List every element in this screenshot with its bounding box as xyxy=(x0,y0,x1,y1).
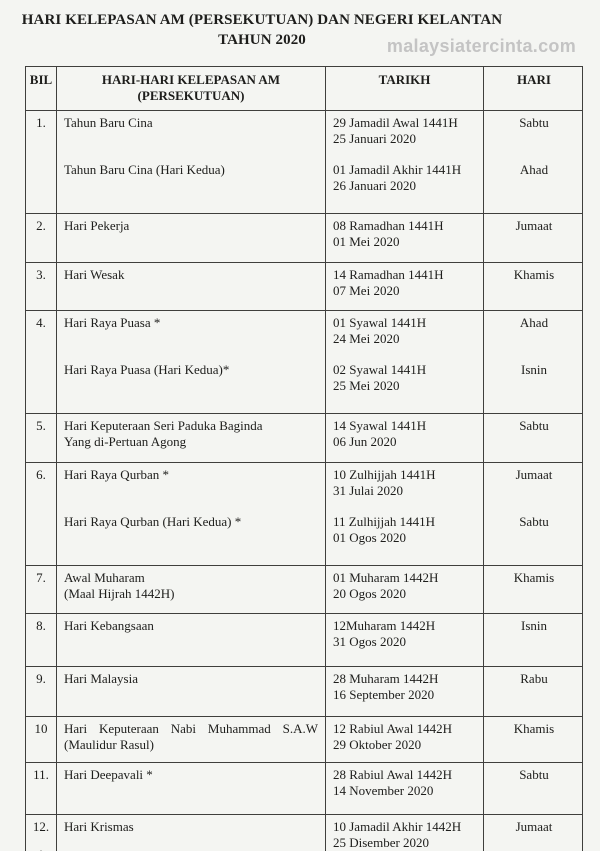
date-gregorian: 01 Ogos 2020 xyxy=(333,530,406,545)
holiday-name: Tahun Baru Cina xyxy=(64,115,153,130)
day-name: Sabtu xyxy=(519,514,549,529)
date-cell xyxy=(326,667,484,716)
date-gregorian: 31 Julai 2020 xyxy=(333,483,404,498)
date-cell xyxy=(326,614,484,666)
table-row xyxy=(26,566,582,614)
day-name: Sabtu xyxy=(519,418,549,433)
bil-cell: 4. xyxy=(26,311,57,413)
holiday-name-cell xyxy=(57,263,326,310)
date-cell xyxy=(326,566,484,613)
holiday-name: Hari Raya Puasa * xyxy=(64,315,161,330)
date-hijri: 01 Muharam 1442H xyxy=(333,570,439,585)
date-gregorian: 24 Mei 2020 xyxy=(333,331,400,346)
holiday-name: Hari Pekerja xyxy=(64,218,130,233)
table-row xyxy=(26,311,582,414)
date-gregorian: 25 Januari 2020 xyxy=(333,131,417,146)
date-gregorian: 06 Jun 2020 xyxy=(333,434,397,449)
holiday-name: Hari Raya Qurban (Hari Kedua) * xyxy=(64,514,242,529)
date-hijri: 10 Zulhijjah 1441H xyxy=(333,467,436,482)
date-cell xyxy=(326,463,484,565)
date-hijri: 28 Rabiul Awal 1442H xyxy=(333,767,453,782)
holiday-name-cell xyxy=(57,566,326,613)
day-cell xyxy=(484,111,584,213)
holiday-name-cell xyxy=(57,763,326,814)
table-header-row xyxy=(26,67,582,111)
date-gregorian: 07 Mei 2020 xyxy=(333,283,400,298)
day-name: Jumaat xyxy=(515,819,553,834)
bil-cell: 3. xyxy=(26,263,57,310)
day-name: Khamis xyxy=(513,721,555,736)
holiday-name: Hari Deepavali * xyxy=(64,767,153,782)
bil-cell: 2. xyxy=(26,214,57,262)
day-name: Jumaat xyxy=(515,467,553,482)
date-gregorian: 29 Oktober 2020 xyxy=(333,737,422,752)
day-cell xyxy=(484,815,584,851)
day-name: Ahad xyxy=(519,162,549,177)
table-row xyxy=(26,463,582,566)
holiday-name-cell xyxy=(57,815,326,851)
table-row xyxy=(26,667,582,717)
day-name: Sabtu xyxy=(519,115,549,130)
day-name: Isnin xyxy=(521,362,547,377)
date-gregorian: 25 Disember 2020 xyxy=(333,835,430,850)
bil-cell: 7. xyxy=(26,566,57,613)
day-cell xyxy=(484,717,584,762)
date-hijri: 08 Ramadhan 1441H xyxy=(333,218,444,233)
holiday-name-cell xyxy=(57,414,326,462)
day-cell xyxy=(484,566,584,613)
day-name: Sabtu xyxy=(519,767,549,782)
holiday-name: Hari Wesak xyxy=(64,267,125,282)
holiday-name-cell xyxy=(57,717,326,762)
table-row xyxy=(26,111,582,214)
date-hijri: 28 Muharam 1442H xyxy=(333,671,439,686)
bil-cell: 10 xyxy=(26,717,57,762)
stray-dot: . xyxy=(39,840,43,851)
header-holiday-line1: HARI-HARI KELEPASAN AM xyxy=(101,72,281,87)
day-cell xyxy=(484,463,584,565)
date-hijri: 12Muharam 1442H xyxy=(333,618,436,633)
table-row xyxy=(26,717,582,763)
date-hijri: 01 Syawal 1441H xyxy=(333,315,427,330)
day-cell xyxy=(484,763,584,814)
date-gregorian: 16 September 2020 xyxy=(333,687,435,702)
date-cell xyxy=(326,717,484,762)
holiday-name-line2: (Maal Hijrah 1442H) xyxy=(64,586,175,601)
holiday-name: Awal Muharam xyxy=(64,570,145,585)
holiday-name: Hari Kebangsaan xyxy=(64,618,154,633)
day-name: Ahad xyxy=(519,315,549,330)
day-name: Rabu xyxy=(520,671,548,686)
day-cell xyxy=(484,414,584,462)
date-gregorian: 25 Mei 2020 xyxy=(333,378,400,393)
day-name: Isnin xyxy=(521,618,547,633)
holiday-name: Hari Raya Puasa (Hari Kedua)* xyxy=(64,362,230,377)
holiday-name: Hari Keputeraan Nabi Muhammad S.A.W (Maulidur Rasul) xyxy=(64,721,318,752)
bil-cell: 9. xyxy=(26,667,57,716)
date-cell xyxy=(326,815,484,851)
table-row xyxy=(26,614,582,667)
day-cell xyxy=(484,311,584,413)
date-hijri: 10 Jamadil Akhir 1442H xyxy=(333,819,462,834)
holiday-name: Hari Raya Qurban * xyxy=(64,467,170,482)
date-gregorian: 31 Ogos 2020 xyxy=(333,634,406,649)
date-cell xyxy=(326,111,484,213)
date-cell xyxy=(326,414,484,462)
date-hijri: 14 Syawal 1441H xyxy=(333,418,427,433)
header-holiday-line2: (PERSEKUTUAN) xyxy=(137,88,245,103)
table-row xyxy=(26,214,582,263)
page-title-line2: TAHUN 2020 xyxy=(218,32,306,48)
holiday-name: Tahun Baru Cina (Hari Kedua) xyxy=(64,162,225,177)
date-hijri: 11 Zulhijjah 1441H xyxy=(333,514,436,529)
day-name: Jumaat xyxy=(515,218,553,233)
day-name: Khamis xyxy=(513,267,555,282)
holiday-name-cell xyxy=(57,614,326,666)
table-row xyxy=(26,815,582,851)
table-row xyxy=(26,763,582,815)
header-holiday xyxy=(57,67,326,110)
date-cell xyxy=(326,263,484,310)
date-gregorian: 26 Januari 2020 xyxy=(333,178,417,193)
header-day: HARI xyxy=(517,72,551,87)
date-hijri: 01 Jamadil Akhir 1441H xyxy=(333,162,462,177)
holiday-name: Hari Krismas xyxy=(64,819,134,834)
bil-cell: 5. xyxy=(26,414,57,462)
table-row xyxy=(26,414,582,463)
table-row xyxy=(26,263,582,311)
date-gregorian: 20 Ogos 2020 xyxy=(333,586,406,601)
bil-cell: 11. xyxy=(26,763,57,814)
date-gregorian: 01 Mei 2020 xyxy=(333,234,400,249)
holiday-name: Hari Keputeraan Seri Paduka Baginda xyxy=(64,418,263,433)
day-cell xyxy=(484,614,584,666)
day-cell xyxy=(484,263,584,310)
watermark: malaysiatercinta.com xyxy=(386,36,576,56)
holiday-name-cell xyxy=(57,311,326,413)
holiday-name-line2: Yang di-Pertuan Agong xyxy=(64,434,187,449)
date-hijri: 12 Rabiul Awal 1442H xyxy=(333,721,453,736)
header-date: TARIKH xyxy=(326,67,484,110)
day-name: Khamis xyxy=(513,570,555,585)
holiday-name-cell xyxy=(57,463,326,565)
page-title-line1: HARI KELEPASAN AM (PERSEKUTUAN) DAN NEGERI KELANTAN xyxy=(21,12,503,28)
date-hijri: 14 Ramadhan 1441H xyxy=(333,267,444,282)
date-hijri: 02 Syawal 1441H xyxy=(333,362,427,377)
header-bil: BIL xyxy=(26,67,57,110)
date-cell xyxy=(326,311,484,413)
date-cell xyxy=(326,763,484,814)
holiday-name: Hari Malaysia xyxy=(64,671,139,686)
bil-cell: 1. xyxy=(26,111,57,213)
bil-cell: 6. xyxy=(26,463,57,565)
date-cell xyxy=(326,214,484,262)
bil-number: 12. xyxy=(32,819,50,834)
bil-cell: 8. xyxy=(26,614,57,666)
holidays-table xyxy=(25,66,583,851)
holiday-name-cell xyxy=(57,214,326,262)
bil-cell xyxy=(26,815,57,851)
holiday-name-cell xyxy=(57,111,326,213)
date-gregorian: 14 November 2020 xyxy=(333,783,434,798)
holiday-name-cell xyxy=(57,667,326,716)
day-cell xyxy=(484,667,584,716)
date-hijri: 29 Jamadil Awal 1441H xyxy=(333,115,458,130)
day-cell xyxy=(484,214,584,262)
